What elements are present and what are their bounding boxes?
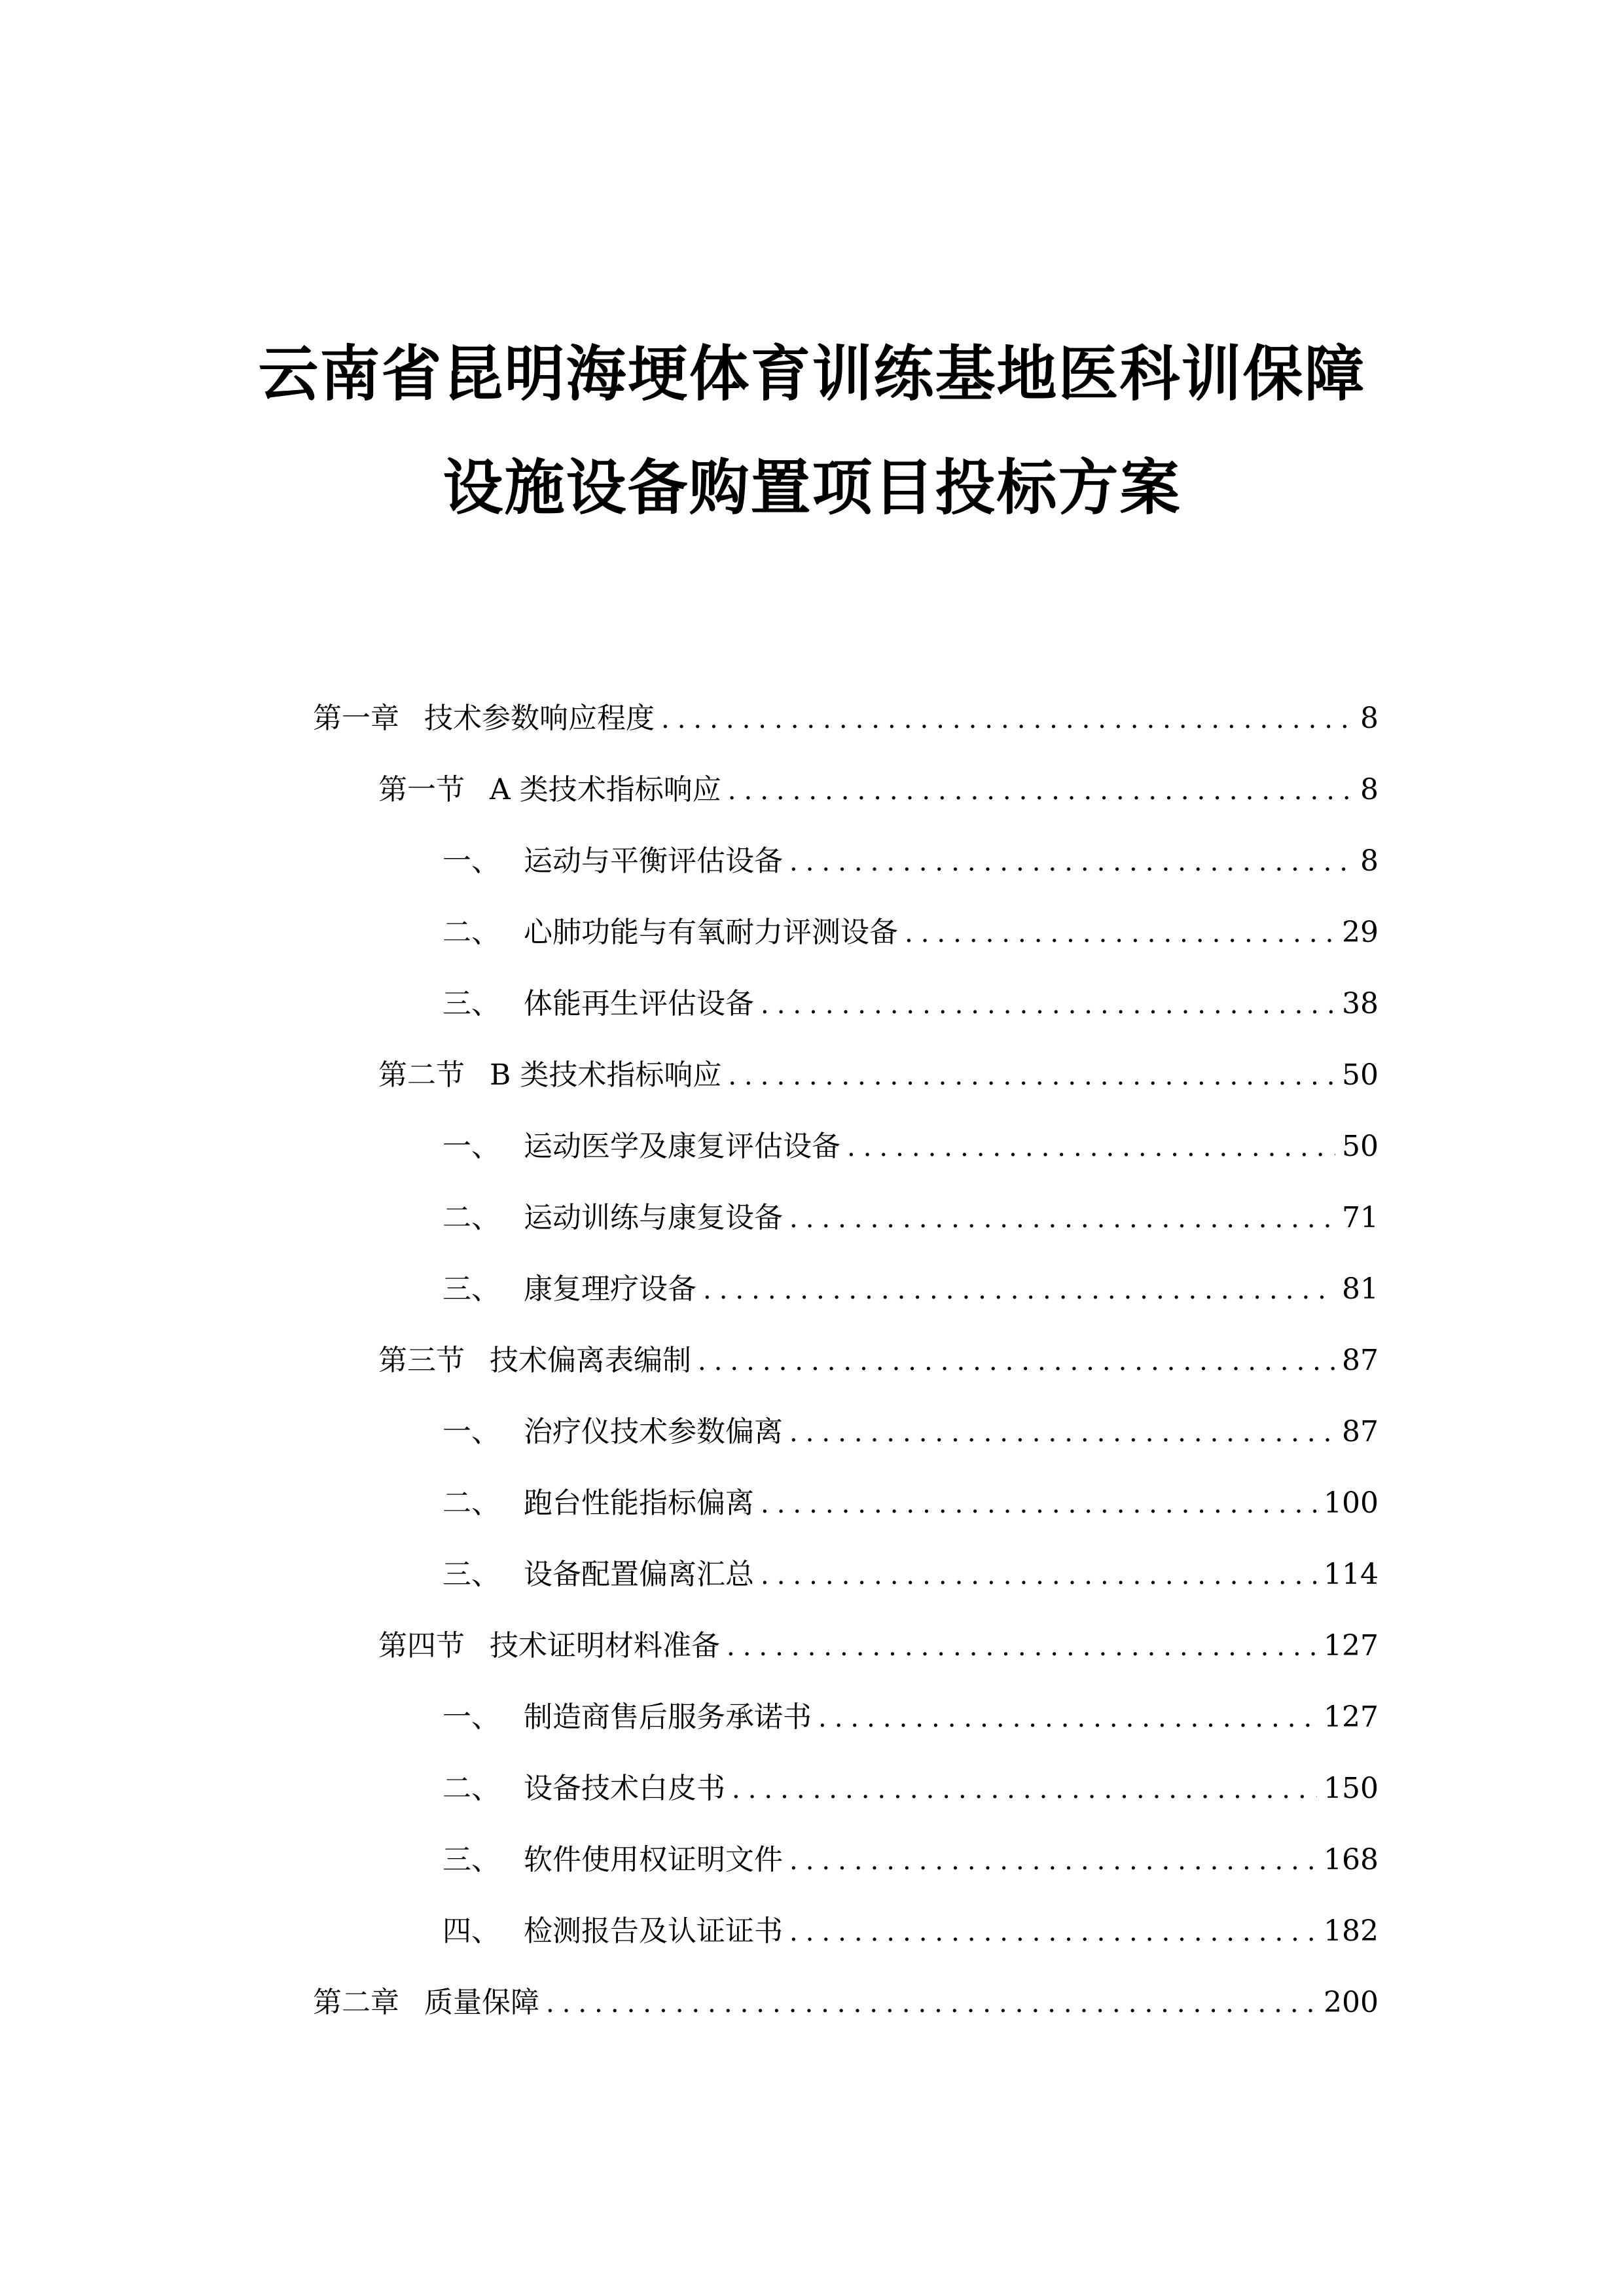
toc-entry-title: 技术参数响应程度 (424, 702, 655, 735)
toc-page-number: 100 (1324, 1486, 1379, 1520)
toc-item-1-3-2[interactable] (442, 1477, 1379, 1530)
toc-page-number: 50 (1342, 1130, 1379, 1163)
toc-page-number: 29 (1342, 916, 1379, 949)
toc-page-number: 81 (1342, 1272, 1379, 1306)
toc-page-number: 8 (1360, 773, 1379, 806)
toc-entry-prefix: 三、 (442, 1272, 500, 1306)
toc-entry-prefix: 二、 (442, 916, 500, 949)
toc-entry-title: 跑台性能指标偏离 (524, 1486, 754, 1520)
toc-entry-prefix: 第二章 (313, 1986, 399, 2019)
toc-entry-prefix: 三、 (442, 1843, 500, 1876)
toc-page-number: 127 (1324, 1629, 1379, 1662)
document-title-line-1: 云南省昆明海埂体育训练基地医科训保障 (258, 339, 1366, 409)
toc-dot-leader (732, 1763, 1317, 1816)
toc-dot-leader (789, 1906, 1317, 1958)
toc-entry-title: 心肺功能与有氧耐力评测设备 (524, 916, 898, 949)
toc-dot-leader (728, 1050, 1335, 1102)
toc-dot-leader (761, 1549, 1317, 1602)
toc-entry-title: 技术证明材料准备 (490, 1629, 720, 1662)
toc-entry-prefix: 一、 (442, 1130, 500, 1163)
toc-entry-title: 设备配置偏离汇总 (524, 1558, 754, 1591)
toc-entry-prefix: 第二节 (378, 1058, 465, 1092)
toc-item-1-4-2[interactable] (442, 1763, 1379, 1815)
document-title-line-2: 设施设备购置项目投标方案 (442, 453, 1182, 523)
toc-item-1-4-3[interactable] (442, 1834, 1379, 1886)
toc-item-1-3-1[interactable] (442, 1406, 1379, 1458)
toc-entry-title: 软件使用权证明文件 (524, 1843, 783, 1876)
toc-entry-prefix: 三、 (442, 987, 500, 1020)
toc-page-number: 8 (1360, 702, 1379, 735)
toc-item-1-1-1[interactable] (442, 835, 1379, 888)
toc-dot-leader (905, 907, 1335, 960)
toc-dot-leader (789, 836, 1354, 888)
toc-chapter-2[interactable] (313, 1977, 1379, 2029)
toc-item-1-1-3[interactable] (442, 978, 1379, 1030)
toc-chapter-1[interactable] (313, 692, 1379, 745)
toc-item-1-1-2[interactable] (442, 906, 1379, 959)
toc-dot-leader (661, 693, 1354, 745)
toc-entry-title: 体能再生评估设备 (524, 987, 754, 1020)
toc-entry-prefix: 第三节 (378, 1344, 465, 1377)
toc-entry-title: 检测报告及认证证书 (524, 1914, 783, 1948)
toc-dot-leader (761, 1478, 1317, 1530)
toc-entry-prefix: 第四节 (378, 1629, 465, 1662)
toc-page-number: 87 (1342, 1344, 1379, 1377)
toc-entry-prefix: 一、 (442, 844, 500, 878)
toc-entry-prefix: 第一章 (313, 702, 399, 735)
toc-entry-title: 运动医学及康复评估设备 (524, 1130, 840, 1163)
toc-page-number: 200 (1324, 1986, 1379, 2019)
toc-item-1-2-2[interactable] (442, 1192, 1379, 1244)
toc-dot-leader (698, 1335, 1335, 1388)
toc-entry-prefix: 四、 (442, 1914, 500, 1948)
toc-page-number: 50 (1342, 1058, 1379, 1092)
toc-dot-leader (789, 1835, 1317, 1887)
toc-page-number: 127 (1324, 1700, 1379, 1734)
toc-dot-leader (727, 1621, 1317, 1673)
toc-page-number: 71 (1342, 1201, 1379, 1234)
toc-entry-prefix: 二、 (442, 1772, 500, 1805)
toc-entry-prefix: 三、 (442, 1558, 500, 1591)
toc-item-1-2-1[interactable] (442, 1121, 1379, 1173)
toc-entry-prefix: 第一节 (378, 773, 465, 806)
toc-entry-title: B 类技术指标响应 (490, 1058, 722, 1092)
toc-entry-title: 康复理疗设备 (524, 1272, 696, 1306)
toc-dot-leader (847, 1121, 1335, 1174)
toc-item-1-2-3[interactable] (442, 1263, 1379, 1316)
toc-page-number: 114 (1324, 1558, 1379, 1591)
toc-page-number: 168 (1324, 1843, 1379, 1876)
toc-page-number: 8 (1360, 844, 1379, 878)
toc-item-1-4-4[interactable] (442, 1905, 1379, 1958)
toc-dot-leader (761, 978, 1335, 1031)
toc-item-1-4-1[interactable] (442, 1691, 1379, 1744)
toc-section-1-2[interactable] (378, 1049, 1379, 1102)
toc-entry-title: 技术偏离表编制 (490, 1344, 691, 1377)
toc-item-1-3-3[interactable] (442, 1549, 1379, 1601)
toc-entry-title: 运动与平衡评估设备 (524, 844, 783, 878)
toc-entry-title: 质量保障 (424, 1986, 539, 2019)
toc-entry-title: 制造商售后服务承诺书 (524, 1700, 812, 1734)
toc-page-number: 150 (1324, 1772, 1379, 1805)
toc-entry-prefix: 二、 (442, 1201, 500, 1234)
toc-dot-leader (728, 764, 1354, 817)
toc-page-number: 182 (1324, 1914, 1379, 1948)
toc-dot-leader (789, 1193, 1335, 1245)
toc-dot-leader (703, 1264, 1335, 1316)
toc-section-1-1[interactable] (378, 764, 1379, 816)
toc-page-number: 38 (1342, 987, 1379, 1020)
toc-dot-leader (789, 1407, 1335, 1459)
toc-section-1-4[interactable] (378, 1620, 1379, 1672)
toc-entry-title: A 类技术指标响应 (490, 773, 721, 806)
toc-page-number: 87 (1342, 1415, 1379, 1448)
toc-entry-prefix: 二、 (442, 1486, 500, 1520)
toc-entry-title: 运动训练与康复设备 (524, 1201, 783, 1234)
toc-entry-prefix: 一、 (442, 1700, 500, 1734)
toc-entry-prefix: 一、 (442, 1415, 500, 1448)
toc-dot-leader (546, 1977, 1317, 2030)
toc-section-1-3[interactable] (378, 1335, 1379, 1387)
toc-entry-title: 治疗仪技术参数偏离 (524, 1415, 783, 1448)
toc-dot-leader (818, 1692, 1317, 1744)
toc-entry-title: 设备技术白皮书 (524, 1772, 725, 1805)
